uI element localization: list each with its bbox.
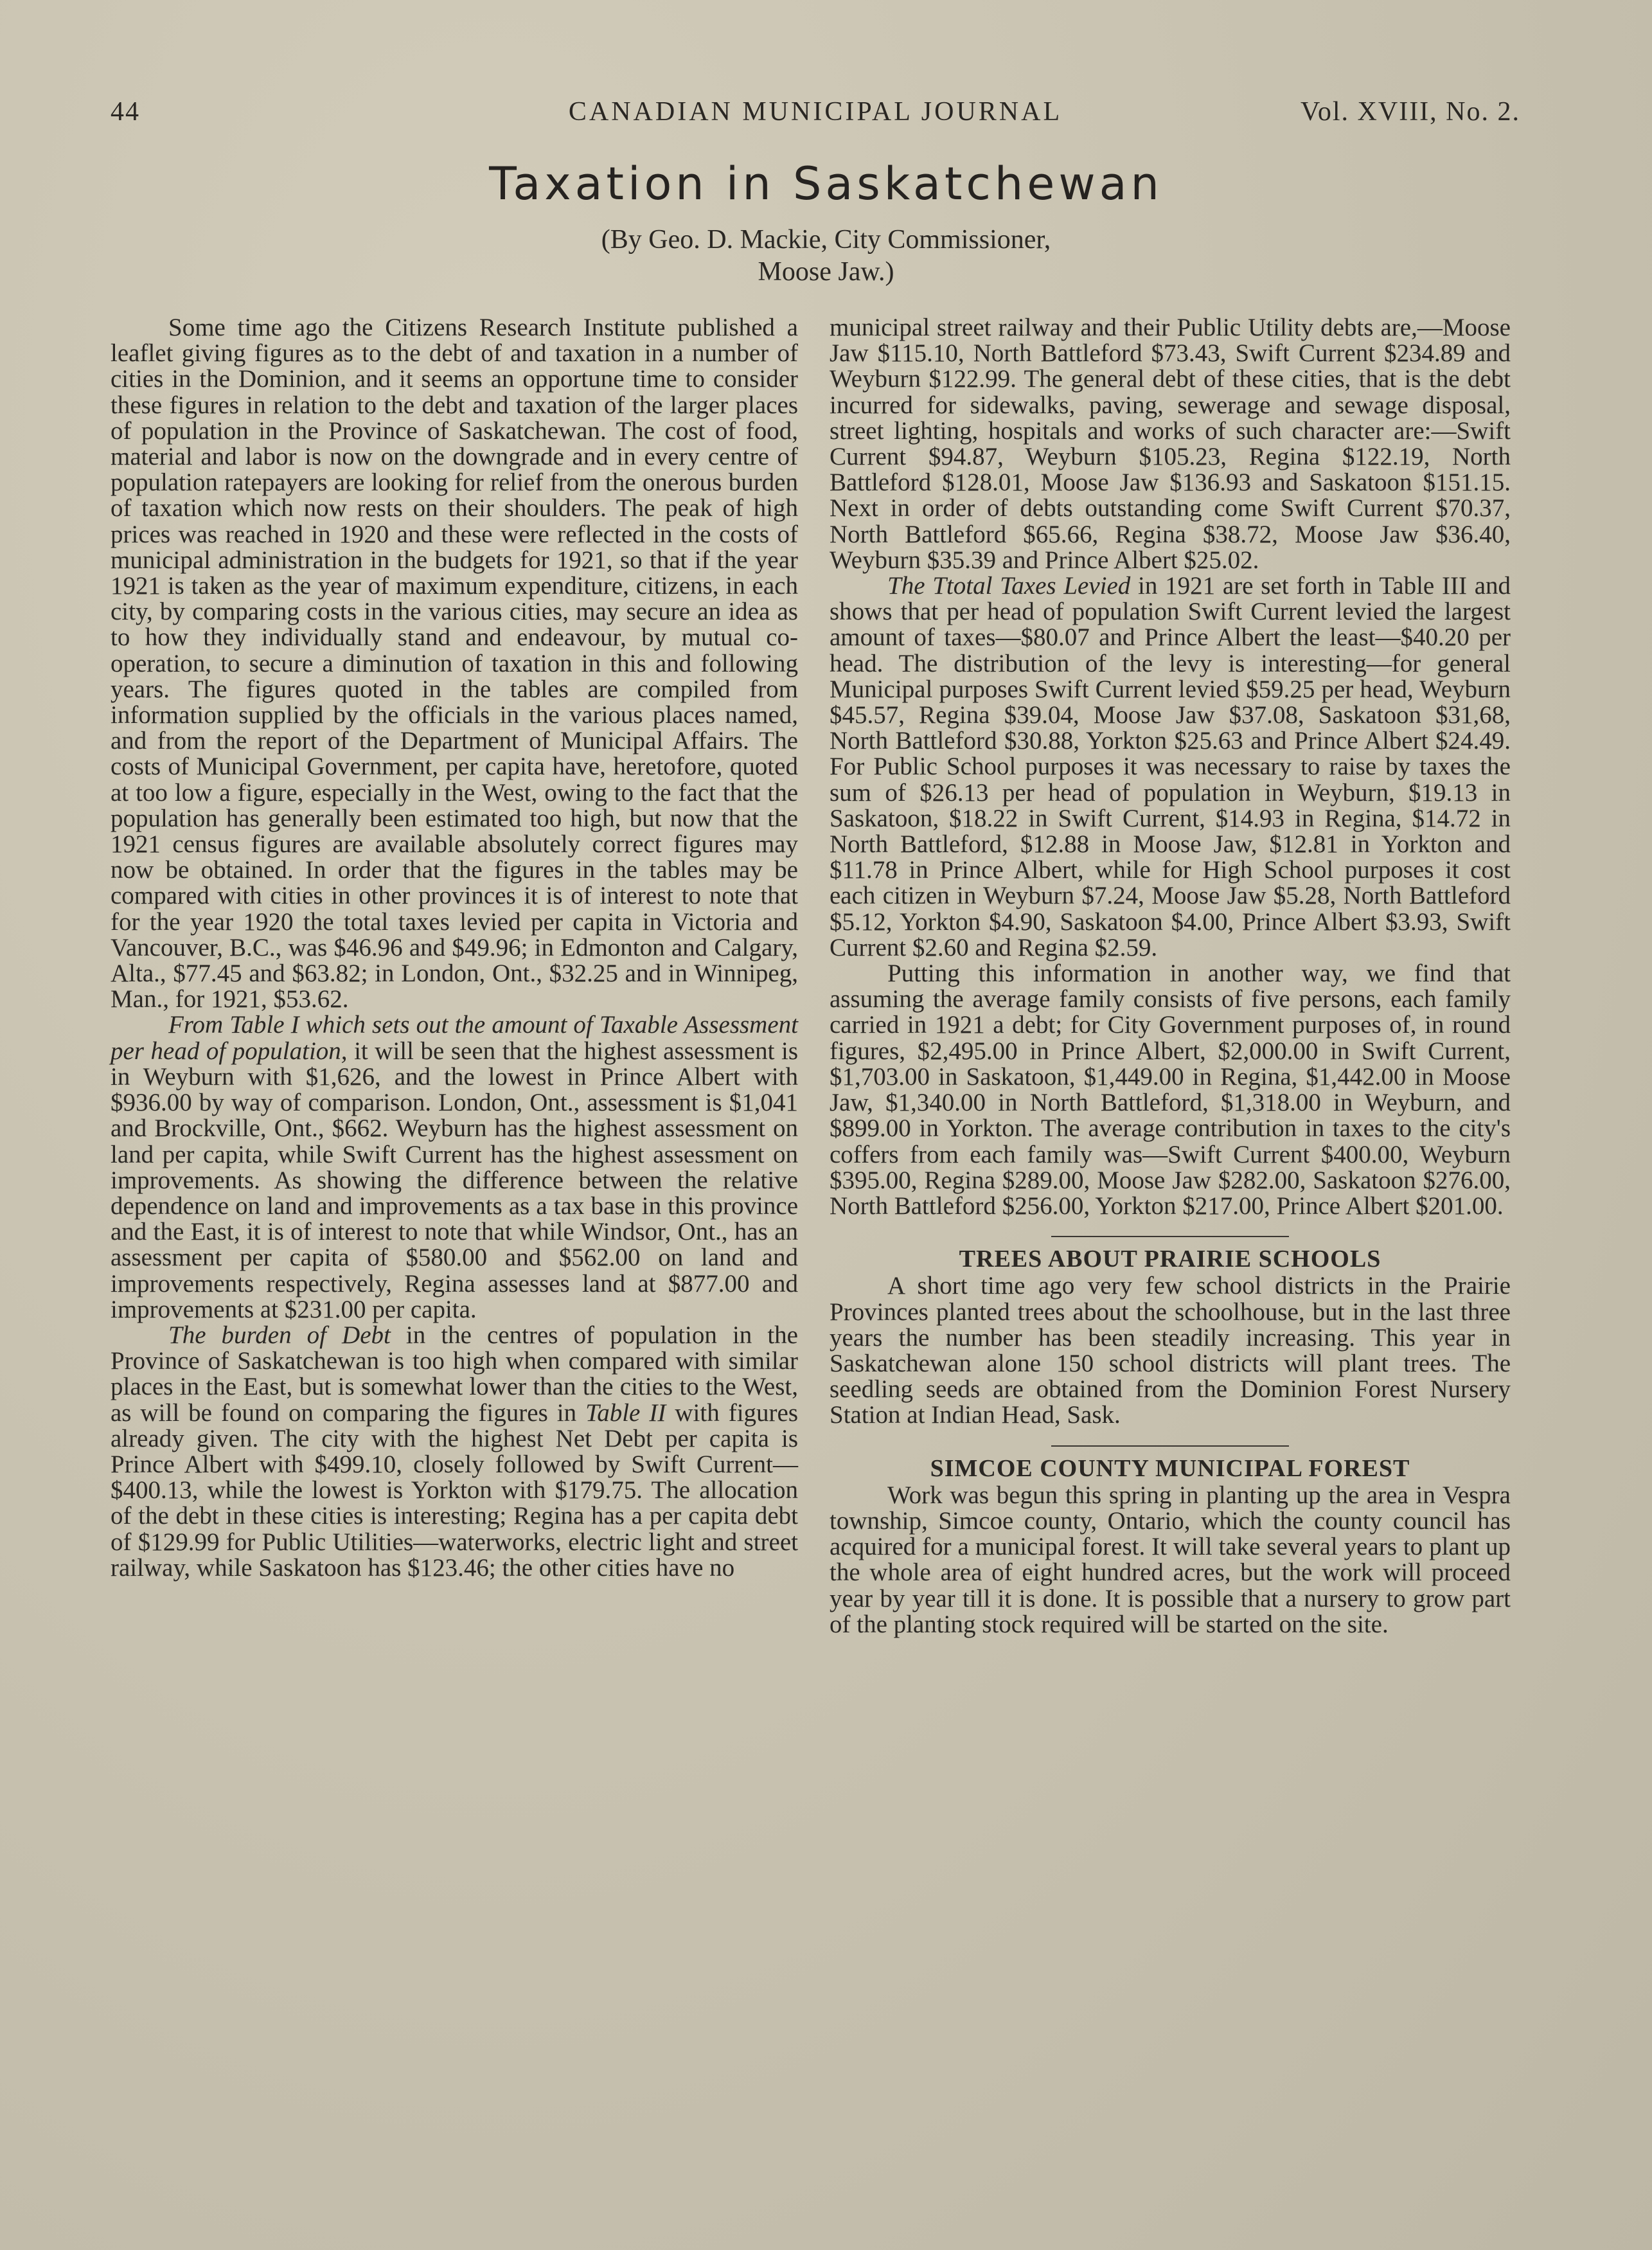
table-reference: Table II	[585, 1398, 666, 1427]
paragraph-debt-continued: municipal street railway and their Public Utility debts are,—Moose Jaw $115.10, North Battleford $73.43, Swift Current $234.89 and Weyburn $122.99. The general debt of these cities, that is the debt incurred for sidewalks, paving, sewerage and sewage disposal, street lighting, hospitals and works of such character are:—Swift Current $94.87, Weyburn $105.23, Regina $122.19, North Battleford $128.01, Moose Jaw $136.93 and Saskatoon $151.15. Next in order of debts outstanding come Swift Current $70.37, North Battleford $65.66, Regina $38.72, Moose Jaw $36.40, Weyburn $35.39 and Prince Albert $25.02.	[830, 314, 1511, 574]
italic-lead: The Ttotal Taxes Levied	[887, 572, 1131, 600]
byline	[0, 224, 1652, 288]
italic-lead: From Table I which sets out the amount of Taxable Assessment per head of population,	[111, 1011, 798, 1065]
paragraph-text: in 1921 are set forth in Table III and shows that per head of population Swift Current levied the largest amount of taxes—$80.07 and Prince Albert the least—$40.20 per head. The distribution of the levy is interesting—for general Municipal purposes Swift Current levied $59.25 per head, Weyburn $45.57, Regina $39.04, Moose Jaw $37.08, Saskatoon $31,68, North Battleford $30.88, Yorkton $25.63 and Prince Albert $24.49. For Public School purposes it was necessary to raise by taxes the sum of $26.13 per head of population in Weyburn, $19.13 in Saskatoon, $18.22 in Swift Current, $14.93 in Regina, $14.72 in North Battleford, $12.88 in Moose Jaw, $12.81 in Yorkton and $11.78 in Prince Albert, while for High School purposes it cost each citizen in Weyburn $7.24, Moose Jaw $5.28, North Battleford $5.12, Yorkton $4.90, Saskatoon $4.00, Prince Albert $3.93, Swift Current $2.60 and Regina $2.59.	[830, 572, 1511, 961]
page-number: 44	[111, 97, 140, 127]
paragraph-family: Putting this information in another way, we find that assuming the average family consists of five persons, each family carried in 1921 a debt; for City Government purposes of, in round figures, $2,495.00 in Prince Albert, $2,000.00 in Swift Current, $1,703.00 in Saskatoon, $1,449.00 in Regina, $1,442.00 in Moose Jaw, $1,340.00 in North Battleford, $1,318.00 in Weyburn, and $899.00 in Yorkton. The average contribution in taxes to the city's coffers from each family was—Swift Current $400.00, Weyburn $395.00, Regina $289.00, Moose Jaw $282.00, Saskatoon $276.00, North Battleford $256.00, Yorkton $217.00, Prince Albert $201.00.	[830, 960, 1511, 1220]
italic-lead: The burden of Debt	[168, 1321, 391, 1349]
volume-issue: Vol. XVIII, No. 2.	[1300, 97, 1520, 127]
journal-title: CANADIAN MUNICIPAL JOURNAL	[568, 97, 1063, 127]
paragraph-text: it will be seen that the highest assessment is in Weyburn with $1,626, and the lowest in Prince Albert with $936.00 by way of comparison. London, Ont., assessment is $1,041 and Brockville, Ont., $662. Weyburn has the highest assessment on land per capita, while Swift Current has the highest assessment on improvements. As showing the difference between the relative dependence on land and improvements as a tax base in this province and the East, it is of interest to note that while Windsor, Ont., has an assessment per capita of $580.00 and $562.00 on land and improvements respectively, Regina assesses land at $877.00 and improvements at $231.00 per capita.	[111, 1037, 798, 1323]
byline-author: (By Geo. D. Mackie, City Commissioner,	[601, 225, 1051, 254]
article-title: Taxation in Saskatchewan	[489, 157, 1163, 210]
paragraph-text: in the centres of population in the Province of Saskatchewan is too high when compared with similar places in the East, but is somewhat lower than the cities to the West, as will be found on comparing the figures in	[111, 1321, 798, 1427]
section-divider	[1051, 1445, 1289, 1447]
simcoe-heading: SIMCOE COUNTY MUNICIPAL FOREST	[930, 1454, 1410, 1482]
paragraph-debt	[111, 1323, 798, 1581]
running-header	[111, 96, 1520, 135]
section-divider	[1051, 1236, 1289, 1237]
paragraph-text: with figures already given. The city with the highest Net Debt per capita is Prince Albert with $499.10, closely followed by Swift Current—$400.13, while the lowest is Yorkton with $179.75. The allocation of the debt in these cities is interesting; Regina has a per capita debt of $129.99 for Public Utilities—waterworks, electric light and street railway, while Saskatoon has $123.46; the other cities have no	[111, 1398, 799, 1582]
left-column	[111, 315, 798, 1581]
paragraph-intro: Some time ago the Citizens Research Institute published a leaflet giving figures as to the debt of and taxation in a number of cities in the Dominion, and it seems an opportune time to consider these figures in relation to the debt and taxation of the larger places of population in the Province of Saskatchewan. The cost of food, material and labor is now on the downgrade and in every centre of population ratepayers are looking for relief from the onerous burden of taxation which now rests on their shoulders. The peak of high prices was reached in 1920 and these were reflected in the costs of municipal administration in the budgets for 1921, so that if the year 1921 is taken as the year of maximum expenditure, citizens, in each city, by comparing costs in the various cities, may secure an idea as to how they individually stand and endeavour, by mutual co-operation, to secure a diminution of taxation in this and following years. The figures quoted in the tables are compiled from information supplied by the officials in the various places named, and from the report of the Department of Municipal Affairs. The costs of Municipal Government, per capita have, heretofore, quoted at too low a figure, especially in the West, owing to the fact that the population has generally been estimated too high, but now that the 1921 census figures are available absolutely correct figures may now be obtained. In order that the figures in the tables may be compared with cities in other provinces it is of interest to note that for the year 1920 the total taxes levied per capita in Victoria and Vancouver, B.C., was $46.96 and $49.96; in Edmonton and Calgary, Alta., $77.45 and $63.82; in London, Ont., $32.25 and in Winnipeg, Man., for 1921, $53.62.	[111, 314, 798, 1013]
paragraph-taxes-levied	[830, 573, 1511, 961]
byline-location: Moose Jaw.)	[758, 257, 894, 287]
trees-heading: TREES ABOUT PRAIRIE SCHOOLS	[959, 1246, 1381, 1273]
trees-body: A short time ago very few school districts in the Prairie Provinces planted trees about the schoolhouse, but in the last three years the number has been steadily increasing. This year in Saskatchewan alone 150 school districts will plant trees. The seedling seeds are obtained from the Dominion Forest Nursery Station at Indian Head, Sask.	[830, 1272, 1511, 1429]
paragraph-assessment	[111, 1012, 798, 1322]
simcoe-body: Work was begun this spring in planting up the area in Vespra township, Simcoe county, Ontario, which the county council has acquired for a municipal forest. It will take several years to plant up the whole area of eight hundred acres, but the work will proceed year by year till it is done. It is possible that a nursery to grow part of the planting stock required will be started on the site.	[830, 1481, 1511, 1638]
right-column	[830, 315, 1511, 1638]
